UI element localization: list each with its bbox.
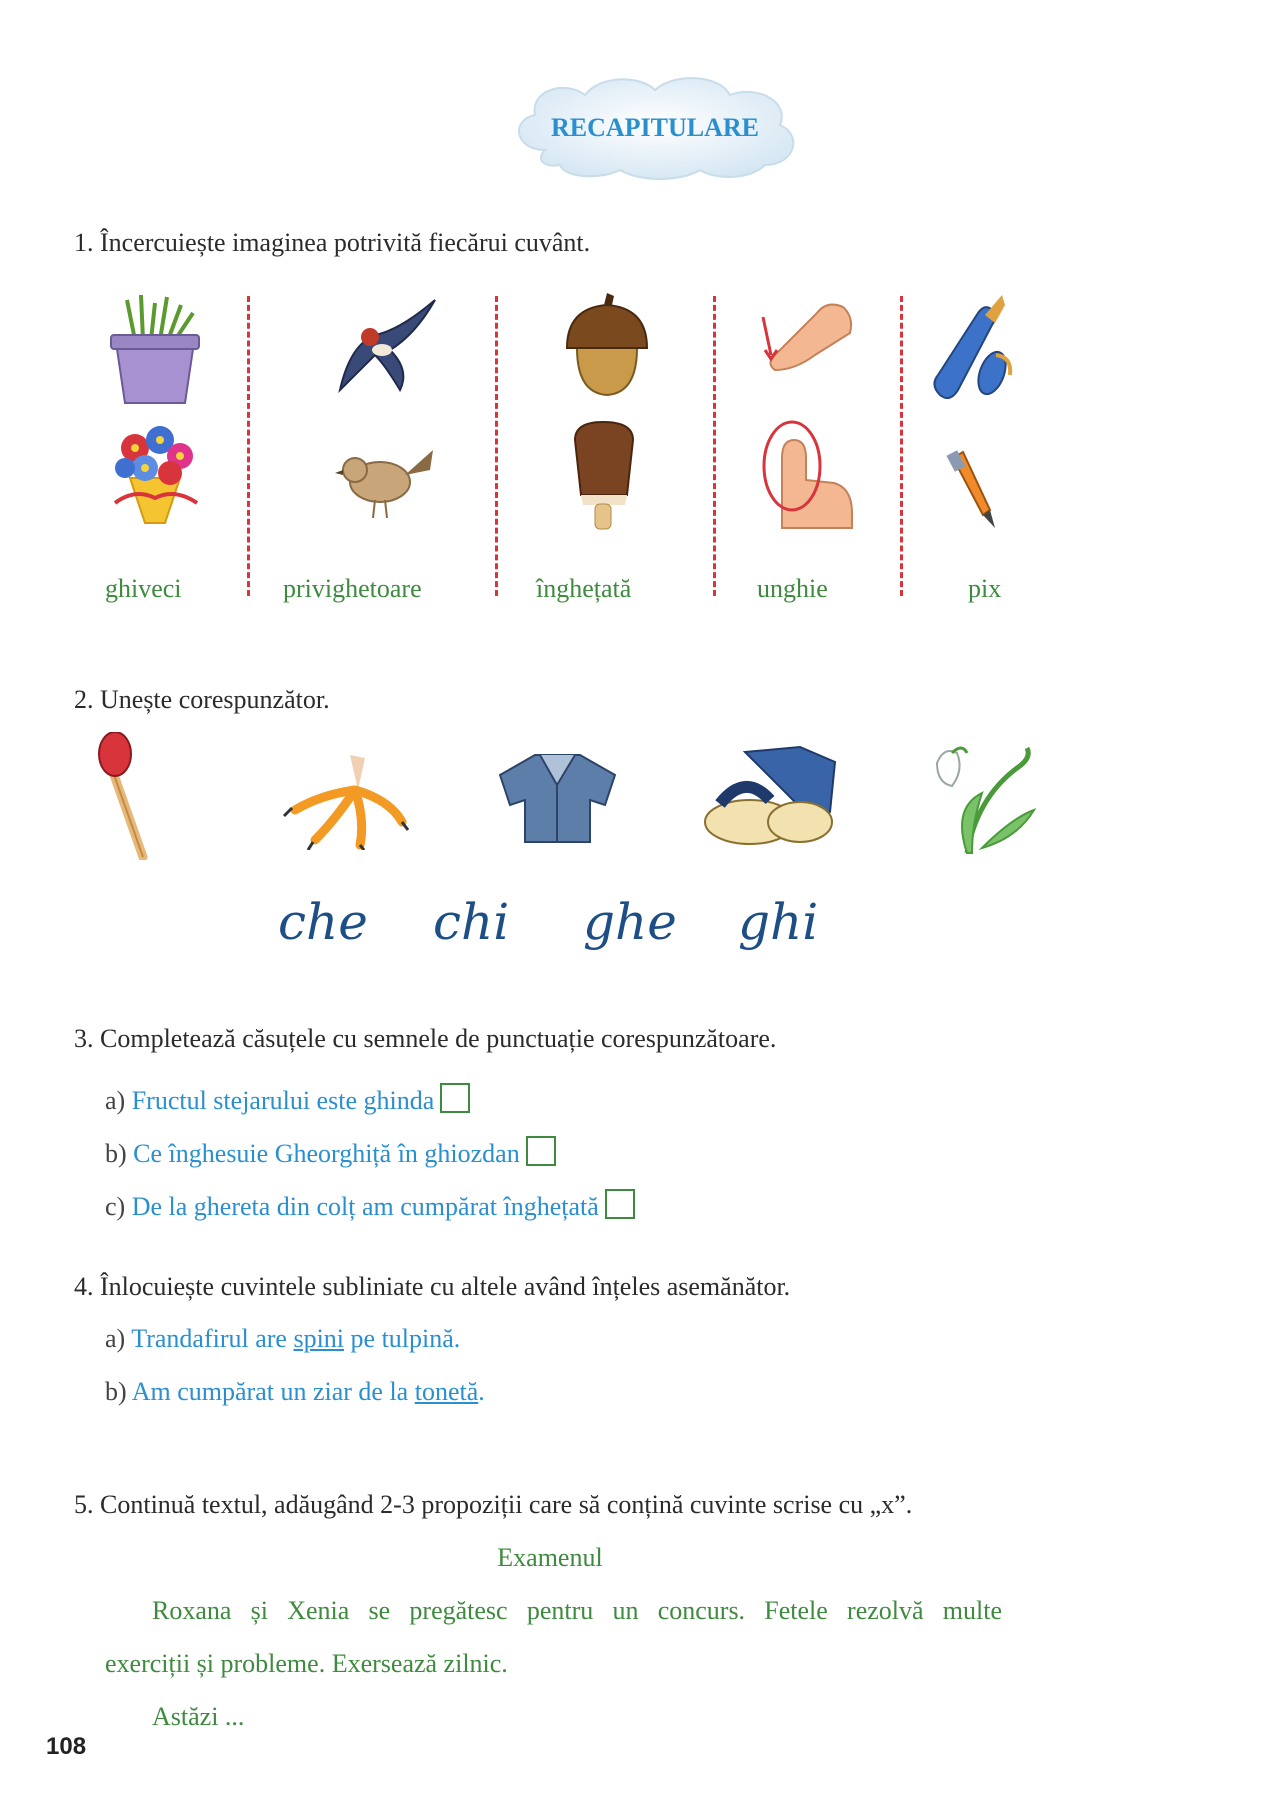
underlined-word: spini	[293, 1324, 345, 1353]
bird-claw-image[interactable]	[280, 750, 410, 850]
column-divider	[713, 296, 716, 596]
snowdrop-image[interactable]	[922, 738, 1037, 856]
syllable-ghe[interactable]: ghe	[583, 893, 677, 951]
punctuation-box[interactable]	[605, 1189, 635, 1219]
sentence-text: Fructul stejarului este ghinda	[131, 1086, 435, 1115]
page-title: RECAPITULARE	[550, 113, 760, 142]
story-line-2: exerciții și probleme. Exersează zilnic.	[105, 1649, 508, 1678]
pointing-finger-image[interactable]	[755, 295, 855, 380]
story-title: Examenul	[497, 1543, 603, 1572]
item-prefix: c)	[105, 1192, 132, 1221]
sentence-text: Am cumpărat un ziar de la	[131, 1377, 415, 1406]
column-divider	[247, 296, 250, 596]
plant-pot-image[interactable]	[105, 295, 205, 410]
word-privighetoare: privighetoare	[283, 574, 422, 603]
jacket-image[interactable]	[495, 750, 620, 845]
fountain-pen-image[interactable]	[930, 295, 1020, 405]
flower-bouquet-image[interactable]	[105, 418, 205, 528]
sentence-text: .	[478, 1377, 485, 1406]
swallow-image[interactable]	[330, 295, 440, 395]
sentence-text: Trandafirul are	[131, 1324, 294, 1353]
word-unghie: unghie	[757, 574, 828, 603]
syllable-ghi[interactable]: ghi	[738, 893, 819, 951]
sentence-4a	[105, 1324, 460, 1354]
story-line-1: Roxana și Xenia se pregătesc pentru un concurs. Fetele rezolvă multe	[152, 1596, 1002, 1625]
sentence-text: Ce înghesuie Gheorghiță în ghiozdan	[133, 1139, 520, 1168]
ballpoint-pen-image[interactable]	[945, 450, 1000, 530]
exercise-2-instruction: 2. Unește corespunzător.	[74, 685, 330, 714]
nightingale-image[interactable]	[335, 440, 435, 520]
shoes-image[interactable]	[700, 742, 840, 850]
exercise-5-instruction: 5. Continuă textul, adăugând 2-3 propoziții care să conțină cuvinte scrise cu „x”.	[74, 1490, 913, 1519]
item-prefix: a)	[105, 1324, 132, 1353]
sentence-c	[105, 1189, 635, 1222]
sentence-text: De la ghereta din colț am cumpărat înghețată	[131, 1192, 599, 1221]
sentence-text: pe tulpină.	[344, 1324, 461, 1353]
ice-cream-image[interactable]	[565, 420, 645, 530]
acorn-image[interactable]	[562, 293, 652, 398]
page-number: 108	[46, 1733, 87, 1760]
syllable-chi[interactable]: chi	[433, 893, 510, 951]
item-prefix: b)	[105, 1377, 132, 1406]
column-divider	[900, 296, 903, 596]
sentence-b	[105, 1136, 556, 1169]
match-image[interactable]	[95, 732, 165, 860]
punctuation-box[interactable]	[526, 1136, 556, 1166]
word-inghetata: înghețată	[536, 574, 632, 603]
sentence-4b	[105, 1377, 485, 1407]
column-divider	[495, 296, 498, 596]
circled-finger-image[interactable]	[752, 418, 857, 530]
exercise-4-instruction: 4. Înlocuiește cuvintele subliniate cu altele având înțeles asemănător.	[74, 1272, 791, 1301]
word-pix: pix	[968, 574, 1002, 603]
exercise-1-instruction: 1. Încercuiește imaginea potrivită fiecărui cuvânt.	[74, 228, 591, 257]
item-prefix: a)	[105, 1086, 132, 1115]
syllable-che[interactable]: che	[278, 893, 368, 951]
sentence-a	[105, 1083, 470, 1116]
punctuation-box[interactable]	[440, 1083, 470, 1113]
exercise-3-instruction: 3. Completează căsuțele cu semnele de punctuație corespunzătoare.	[74, 1024, 777, 1053]
story-line-3: Astăzi ...	[152, 1702, 245, 1731]
item-prefix: b)	[105, 1139, 134, 1168]
word-ghiveci: ghiveci	[105, 574, 182, 603]
underlined-word: tonetă	[414, 1377, 479, 1406]
